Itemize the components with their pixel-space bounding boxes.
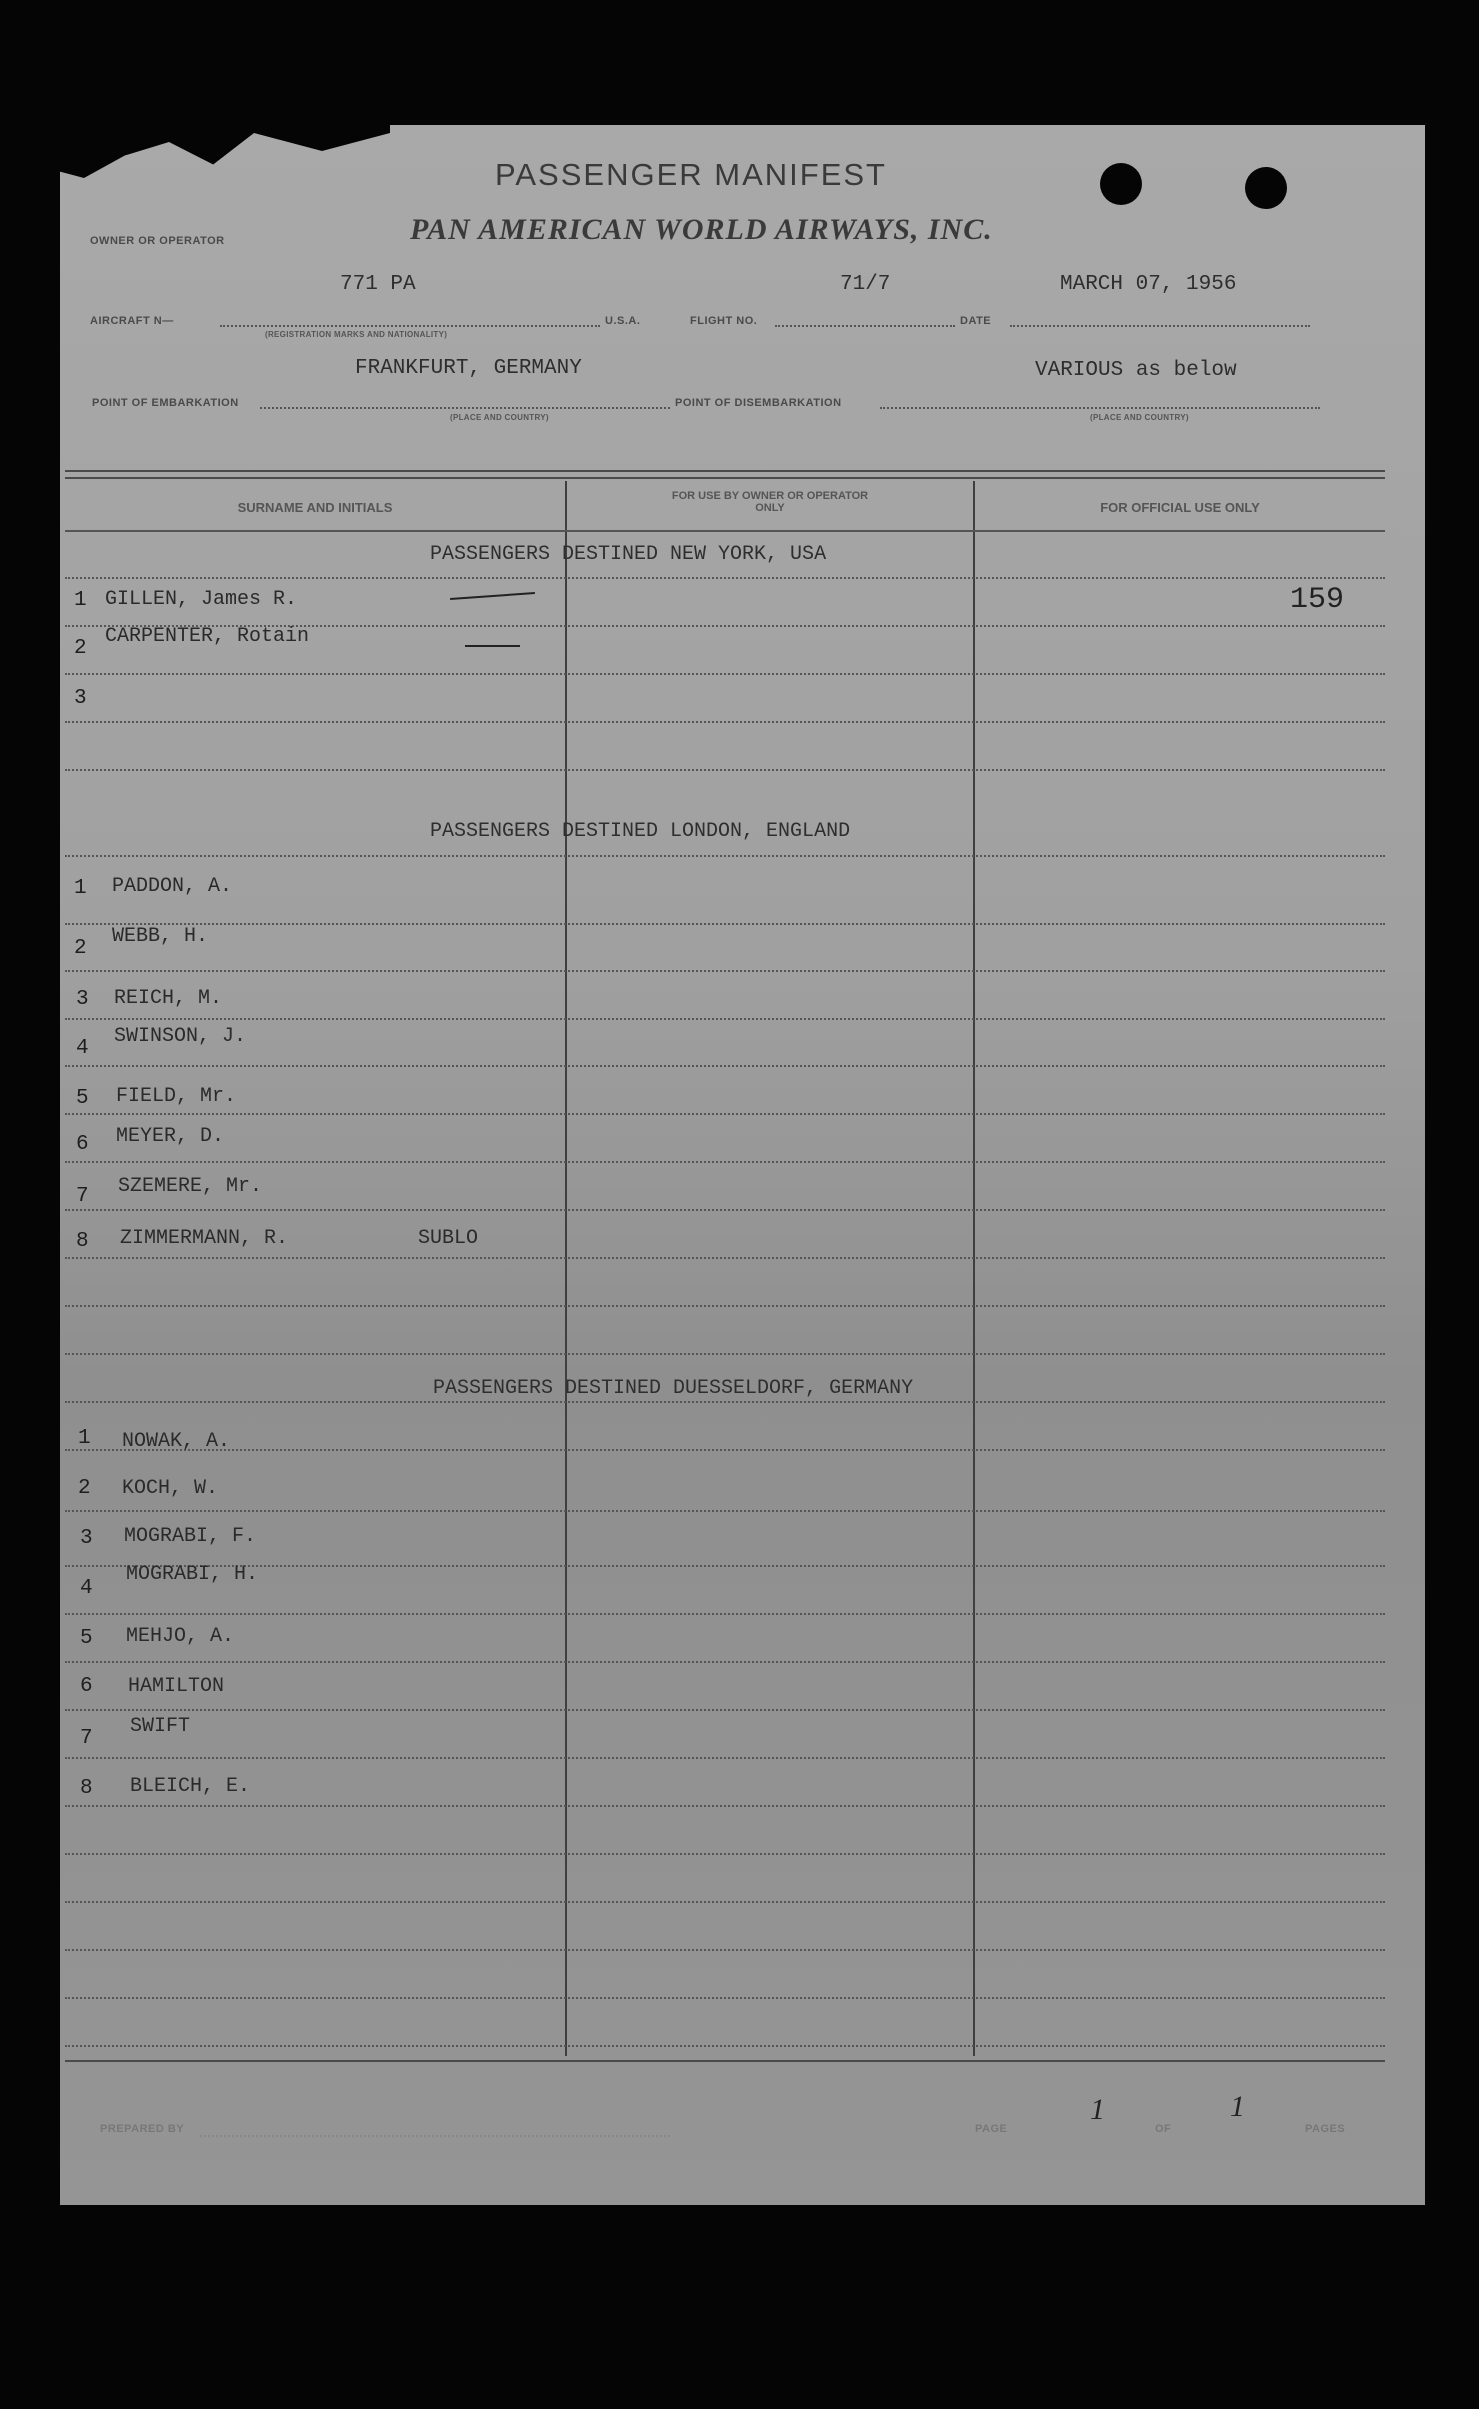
check-mark (450, 592, 535, 600)
page-total: 1 (1230, 2090, 1245, 2123)
aircraft-label: AIRCRAFT N— (90, 315, 174, 327)
section-title-duesseldorf: PASSENGERS DESTINED DUESSELDORF, GERMANY (433, 1377, 914, 1400)
passenger-name: NOWAK, A. (122, 1430, 231, 1453)
disembarkation-value: VARIOUS as below (1035, 359, 1237, 382)
row-number: 8 (76, 1230, 89, 1253)
table-top-rule (65, 470, 1385, 472)
of-label: OF (1155, 2123, 1172, 2135)
disembarkation-sublabel: (PLACE AND COUNTRY) (1090, 413, 1189, 422)
row-number: 8 (80, 1777, 93, 1800)
aircraft-number: 771 PA (340, 273, 416, 296)
passenger-name: BLEICH, E. (130, 1775, 251, 1798)
manifest-date: MARCH 07, 1956 (1060, 273, 1237, 296)
passenger-name: HAMILTON (128, 1675, 225, 1698)
row-number: 7 (76, 1185, 89, 1208)
page-number: 1 (1090, 2093, 1105, 2126)
aircraft-sublabel: (REGISTRATION MARKS AND NATIONALITY) (265, 330, 448, 339)
header-rule (65, 530, 1385, 532)
flight-label: FLIGHT NO. (690, 315, 758, 327)
disembarkation-label: POINT OF DISEMBARKATION (675, 397, 842, 409)
row-number: 2 (74, 937, 87, 960)
row-number: 3 (80, 1527, 93, 1550)
official-number: 159 (1290, 583, 1345, 617)
passenger-name: CARPENTER, Rotain (105, 625, 310, 648)
manifest-sheet (60, 125, 1425, 2205)
section-title-new-york: PASSENGERS DESTINED NEW YORK, USA (430, 543, 827, 566)
row-number: 2 (74, 637, 87, 660)
owner-label: OWNER OR OPERATOR (90, 235, 225, 247)
passenger-name: REICH, M. (114, 987, 223, 1010)
date-line (1010, 325, 1310, 327)
operator-name: PAN AMERICAN WORLD AIRWAYS, INC. (410, 213, 993, 246)
row-number: 2 (78, 1477, 91, 1500)
punch-hole-right (1245, 167, 1287, 209)
row-number: 4 (76, 1037, 89, 1060)
row-number: 1 (74, 877, 87, 900)
table-top-rule-2 (65, 477, 1385, 479)
aircraft-line (220, 325, 600, 327)
embarkation-value: FRANKFURT, GERMANY (355, 357, 582, 380)
prepared-by-line (200, 2135, 670, 2137)
usa-label: U.S.A. (605, 315, 641, 327)
passenger-name: ZIMMERMANN, R. (120, 1227, 289, 1250)
row-number: 3 (74, 687, 87, 710)
col-header-surname: SURNAME AND INITIALS (237, 500, 393, 515)
passenger-name: MOGRABI, H. (126, 1563, 259, 1586)
row-number: 1 (78, 1427, 91, 1450)
col-header-official: FOR OFFICIAL USE ONLY (1100, 500, 1260, 515)
passenger-name: MOGRABI, F. (124, 1525, 257, 1548)
embarkation-label: POINT OF EMBARKATION (92, 397, 239, 409)
passenger-name: SWINSON, J. (114, 1025, 247, 1048)
embarkation-sublabel: (PLACE AND COUNTRY) (450, 413, 549, 422)
row-number: 5 (80, 1627, 93, 1650)
passenger-name: WEBB, H. (112, 925, 209, 948)
row-number: 3 (76, 988, 89, 1011)
passenger-name: SWIFT (130, 1715, 191, 1738)
passenger-name: KOCH, W. (122, 1477, 219, 1500)
col-header-owner-use: FOR USE BY OWNER OR OPERATOR ONLY (671, 490, 869, 514)
passenger-name: PADDON, A. (112, 875, 233, 898)
punch-hole-left (1100, 163, 1142, 205)
prepared-by-label: PREPARED BY (100, 2123, 185, 2135)
section-title-london: PASSENGERS DESTINED LONDON, ENGLAND (430, 820, 851, 843)
column-divider-1 (565, 481, 567, 2056)
embarkation-line (260, 407, 670, 409)
passenger-note: SUBLO (418, 1227, 479, 1250)
passenger-name: MEYER, D. (116, 1125, 225, 1148)
row-number: 6 (80, 1675, 93, 1698)
flight-number: 71/7 (840, 273, 891, 296)
torn-corner (60, 125, 390, 205)
check-mark (465, 645, 520, 647)
disembarkation-line (880, 407, 1320, 409)
passenger-name: FIELD, Mr. (116, 1085, 237, 1108)
row-number: 6 (76, 1133, 89, 1156)
passenger-name: MEHJO, A. (126, 1625, 235, 1648)
page-label: PAGE (975, 2123, 1008, 2135)
row-number: 1 (74, 589, 87, 612)
row-number: 7 (80, 1727, 93, 1750)
flight-line (775, 325, 955, 327)
passenger-name: SZEMERE, Mr. (118, 1175, 263, 1198)
passenger-name: GILLEN, James R. (105, 588, 298, 611)
column-divider-2 (973, 481, 975, 2056)
row-number: 5 (76, 1087, 89, 1110)
date-label: DATE (960, 315, 992, 327)
row-number: 4 (80, 1577, 93, 1600)
form-title: PASSENGER MANIFEST (495, 157, 887, 192)
pages-label: PAGES (1305, 2123, 1346, 2135)
